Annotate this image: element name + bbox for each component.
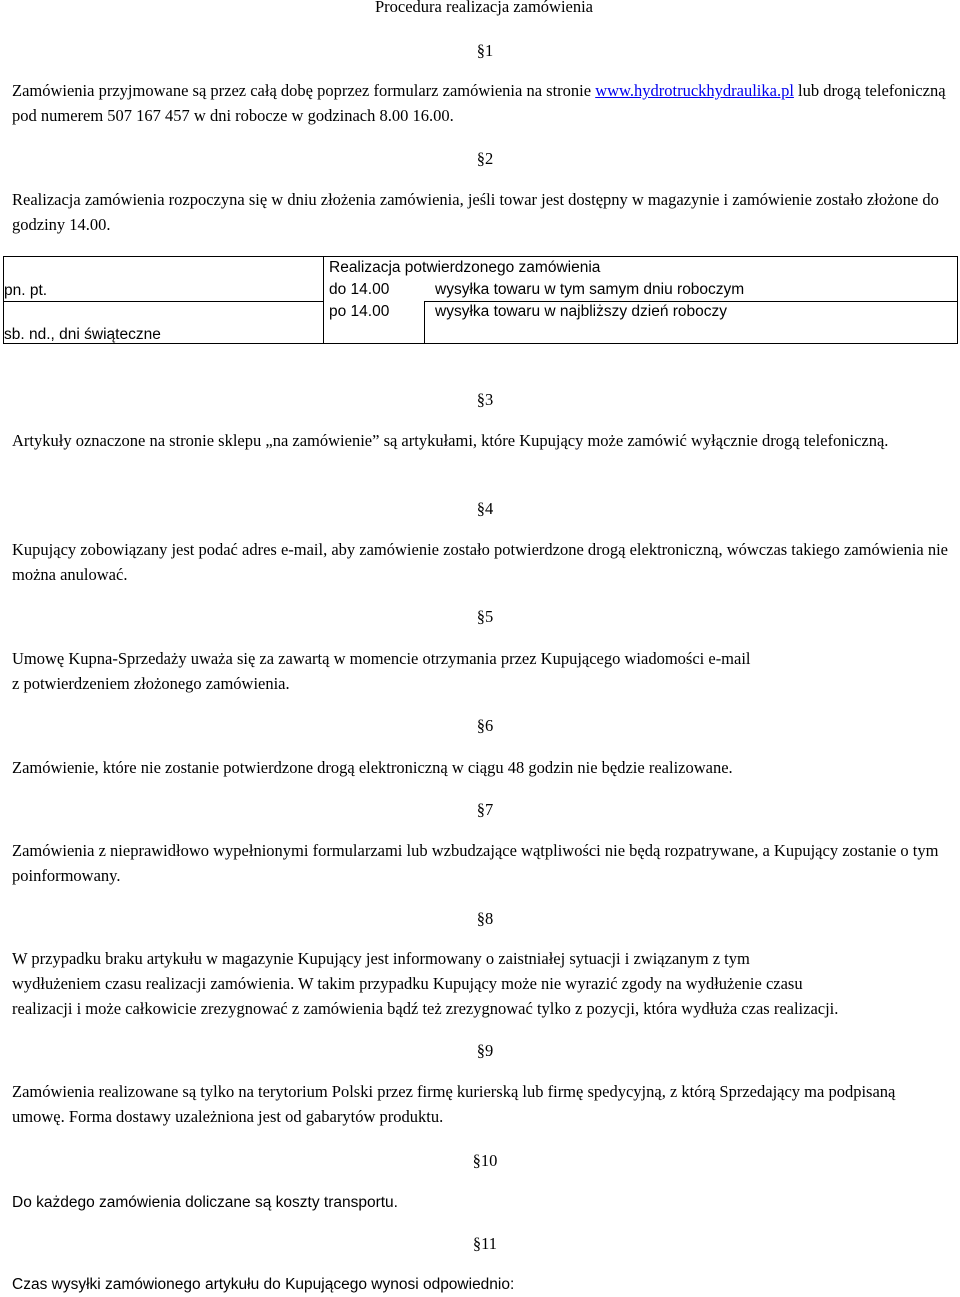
weekday-label: pn. pt. — [4, 282, 48, 299]
section-mark: § — [472, 1234, 482, 1253]
section-heading-8 — [0, 906, 960, 931]
section-number: 2 — [485, 149, 494, 168]
section-mark: § — [476, 800, 485, 819]
table-divider — [323, 257, 324, 343]
weekend-label: sb. nd., dni świąteczne — [4, 326, 161, 343]
table-divider — [4, 301, 324, 302]
section-mark: § — [476, 607, 485, 626]
paragraph-1-text-b: lub drogą telefoniczną pod numerem 507 167 457 w dni robocze w godzinach 8.00 16.00. — [12, 81, 946, 125]
section-heading-9 — [0, 1038, 960, 1063]
paragraph-2: Realizacja zamówienia rozpoczyna się w dniu złożenia zamówienia, jeśli towar jest dostępny w magazynie i zamówienie zostało złożone do godziny 14.00. — [12, 190, 939, 234]
delivery-schedule-table — [3, 256, 958, 344]
section-heading-5 — [0, 604, 960, 629]
section-heading-11 — [0, 1231, 960, 1256]
section-heading-2 — [0, 146, 960, 171]
section-number: 8 — [485, 909, 494, 928]
paragraph-8-line-1: W przypadku braku artykułu w magazynie Kupujący jest informowany o zaistniałej sytuacji i związanym z tym — [12, 949, 750, 968]
section-number: 11 — [481, 1234, 498, 1253]
section-mark: § — [472, 1151, 481, 1170]
paragraph-6: Zamówienie, które nie zostanie potwierdzone drogą elektroniczną w ciągu 48 godzin nie będzie realizowane. — [12, 758, 733, 777]
time-cutoff-before: do 14.00 — [329, 281, 390, 298]
shipping-next-day: wysyłka towaru w najbliższy dzień roboczy — [435, 303, 728, 320]
section-number: 10 — [480, 1151, 498, 1170]
section-number: 1 — [485, 41, 494, 60]
paragraph-7: Zamówienia z nieprawidłowo wypełnionymi formularzami lub wzbudzające wątpliwości nie będą rozpatrywane, a Kupujący zostanie o tym poinformowany. — [12, 841, 939, 885]
section-number: 3 — [485, 390, 494, 409]
table-divider — [424, 301, 425, 343]
paragraph-5-line-2: z potwierdzeniem złożonego zamówienia. — [12, 674, 290, 693]
section-number: 9 — [485, 1041, 494, 1060]
shop-website-link[interactable]: www.hydrotruckhydraulika.pl — [595, 81, 794, 100]
section-mark: § — [476, 499, 485, 518]
paragraph-8-line-2: wydłużeniem czasu realizacji zamówienia. W takim przypadku Kupujący może nie wyrazić zgody na wydłużenie czasu — [12, 974, 803, 993]
section-heading-6 — [0, 713, 960, 738]
section-mark: § — [476, 909, 485, 928]
section-mark: § — [476, 390, 485, 409]
paragraph-8-line-3: realizacji i może całkowicie zrezygnować z zamówienia bądź też zrezygnować tylko z pozycji, która wydłuża czas realizacji. — [12, 999, 839, 1018]
section-number: 7 — [485, 800, 494, 819]
paragraph-10 — [12, 1189, 952, 1215]
section-heading-4 — [0, 496, 960, 521]
section-number: 5 — [485, 607, 494, 626]
section-heading-10 — [0, 1148, 960, 1173]
section-number: 4 — [485, 499, 494, 518]
section-heading-7 — [0, 797, 960, 822]
paragraph-4: Kupujący zobowiązany jest podać adres e-mail, aby zamówienie zostało potwierdzone drogą elektroniczną, wówczas takiego zamówienia nie można anulować. — [12, 540, 948, 584]
section-number: 6 — [485, 716, 494, 735]
page-title: Procedura realizacja zamówienia — [374, 0, 594, 16]
section-mark: § — [476, 149, 485, 168]
paragraph-1-text-a: Zamówienia przyjmowane są przez całą dobę poprzez formularz zamówienia na stronie — [12, 81, 596, 100]
section-mark: § — [476, 716, 485, 735]
paragraph-1 — [12, 78, 952, 128]
paragraph-11 — [12, 1271, 952, 1297]
section-mark: § — [476, 1041, 485, 1060]
table-header: Realizacja potwierdzonego zamówienia — [329, 259, 601, 276]
section-mark: § — [476, 41, 485, 60]
paragraph-5-line-1: Umowę Kupna-Sprzedaży uważa się za zawartą w momencie otrzymania przez Kupującego wiadomości e-mail — [12, 649, 751, 668]
time-cutoff-after: po 14.00 — [329, 303, 390, 320]
shipping-same-day: wysyłka towaru w tym samym dniu roboczym — [435, 281, 745, 298]
paragraph-10-text: Do każdego zamówienia doliczane są koszty transportu. — [12, 1194, 398, 1211]
paragraph-9: Zamówienia realizowane są tylko na terytorium Polski przez firmę kurierską lub firmę spedycyjną, z którą Sprzedający ma podpisaną umowę. Forma dostawy uzależniona jest od gabarytów produktu. — [12, 1082, 896, 1126]
section-heading-1 — [0, 38, 960, 63]
paragraph-3: Artykuły oznaczone na stronie sklepu „na zamówienie” są artykułami, które Kupujący może zamówić wyłącznie drogą telefoniczną. — [12, 431, 889, 450]
section-heading-3 — [0, 387, 960, 412]
paragraph-11-text: Czas wysyłki zamówionego artykułu do Kupującego wynosi odpowiednio: — [12, 1276, 515, 1293]
